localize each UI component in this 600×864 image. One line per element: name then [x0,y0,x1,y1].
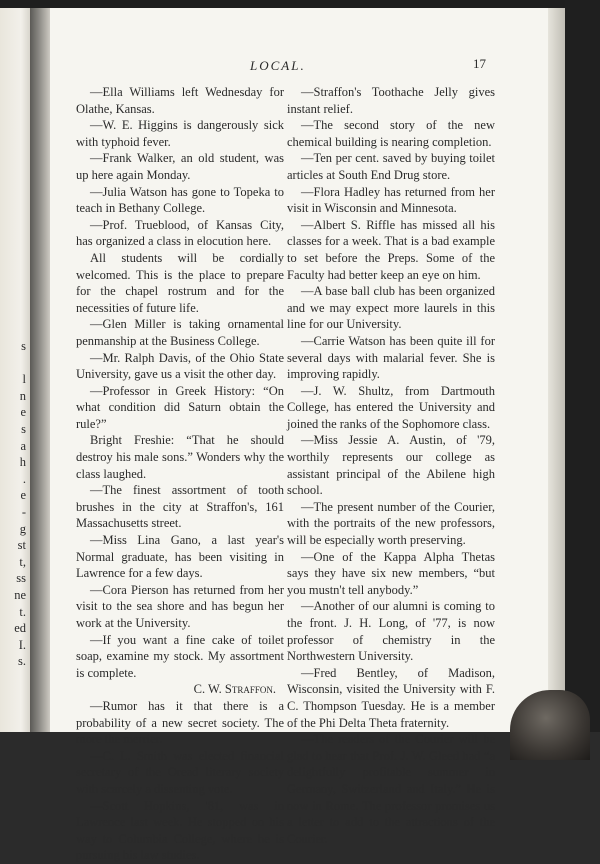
news-item: —Fred Bentley, of Madison, Wisconsin, visited the University with F. C. Thompson Tuesday. He is a member of the Phi Delta Theta fraternity. [287,665,495,730]
news-item: —Miss Lina Gano, a last year's Normal graduate, has been visiting in Lawrence for a few days. [76,533,284,581]
news-item: —Professor in Greek History: “On what condition did Saturn obtain the rule?” [76,383,284,431]
news-item: —Julia Watson has gone to Topeka to teach in Bethany College. [76,184,284,216]
news-item: —A base ball club has been organized and we may expect more laurels in this line for our University. [287,284,495,332]
page-number: 17 [473,56,486,71]
left-fragment: e [20,488,26,503]
left-fragment: e [20,405,26,420]
news-item: —Cora Pierson has returned from her visit to the sea shore and has begun her work at the University. [76,582,284,630]
left-fragment: g [19,521,26,536]
news-item: —Mr. Ralph Davis, of the Ohio State University, gave us a visit the other day. [76,350,284,382]
left-page-edge [0,8,30,732]
left-column [76,84,284,864]
left-fragment: I. [18,637,26,652]
thumb-holding-page [510,690,590,760]
left-fragment: st [17,538,26,553]
news-item: —Miss Jessie A. Austin, of '79, worthily represents our college as assistant principal of the Abilene high school. [287,433,495,498]
news-item: Bright Freshie: “That he should destroy his male sons.” Wonders why the class laughed. [76,433,284,481]
left-fragment: a [20,438,26,453]
news-item: —J. W. Shultz, from Dartmouth College, has entered the University and joined the ranks of the Sophomore class. [287,383,495,431]
left-fragment [0,355,26,372]
left-fragment: s [21,421,26,436]
left-fragment: - [21,504,26,519]
left-fragment: s. [18,654,26,669]
news-item: —C. L. Smith was elected financial secretary of the Oread literary society with scarcely a dissenting vote. [76,748,284,796]
scan-background [565,0,600,732]
left-fragment: h [19,455,26,470]
news-item: —Frank Walker, an old student, was up here again Monday. [76,151,284,182]
left-fragment: . [22,471,26,486]
left-fragment: t. [19,604,26,619]
left-fragment: n [19,388,26,403]
news-item: —Ella Williams left Wednesday for Olathe, Kansas. [76,85,284,116]
left-fragment: s [21,339,26,353]
scan-top-border [0,0,600,8]
left-fragment: l [22,372,26,387]
news-item: —The second story of the new chemical building is nearing completion. [287,118,495,149]
news-item: —The present number of the Courier, with the portraits of the new professors, will be especially worth preserving. [287,499,495,548]
news-item: —W. E. Higgins is dangerously sick with typhoid fever. [76,118,284,149]
news-item: —The readers of the Courier will be glad to hear that Prof. J. W. Gleed had “a delightfully profitable summer in Germany, Switzerland and Italy.” He is now in Rome. The professor promises us a letter to add to the attractions of the Courier. [287,732,495,846]
left-fragment: t, [19,554,26,569]
news-item: —Rumor has it that there is a probability of a new secret society. The more the merrier. [76,698,284,747]
news-item: —Ten per cent. saved by buying toilet articles at South End Drug store. [287,151,495,182]
news-item: All students will be cordially welcomed. This is the place to prepare for the chapel rostrum and for the necessities of future life. [76,250,284,315]
news-item: —Prof. Trueblood, of Kansas City, has organized a class in elocution here. [76,217,284,249]
news-item: —Carrie Watson has been quite ill for several days with malarial fever. She is improving rapidly. [287,333,495,382]
news-item: —Glen Miller is taking ornamental penmanship at the Business College. [76,317,284,348]
left-fragment: ne [14,587,26,602]
news-item: —Scott Hopkins, '81, was in Lawrence last week. He stopped on his way to Columbia College, where he is pursuing his law studies. [76,798,284,863]
news-item: —Straffon's Toothache Jelly gives instant relief. [287,85,495,116]
news-item: —Albert S. Riffle has missed all his classes for a week. That is a bad example to set before the Preps. Some of the Faculty had better keep an eye on him. [287,217,495,282]
news-item: —One of the Kappa Alpha Thetas says they have six new members, “but you mustn't tell anybody.” [287,549,495,597]
left-fragment: ed [14,621,26,636]
news-item: —Flora Hadley has returned from her visit in Wisconsin and Minnesota. [287,184,495,216]
left-page-text-fragments [0,338,26,670]
news-item: —The finest assortment of tooth brushes in the city at Straffon's, 161 Massachusetts street. [76,483,284,531]
book-gutter-shadow [30,8,52,732]
left-fragment: ss [16,571,26,586]
right-column [287,84,495,847]
news-item: —Another of our alumni is coming to the front. J. H. Long, of '77, is now professor of chemistry in the Northwestern University. [287,599,495,664]
running-head: LOCAL. [250,58,306,73]
news-item: —If you want a fine cake of toilet soap, examine my stock. My assortment is complete. [76,632,284,680]
advert-signature: C. W. Straffon. [193,682,276,697]
